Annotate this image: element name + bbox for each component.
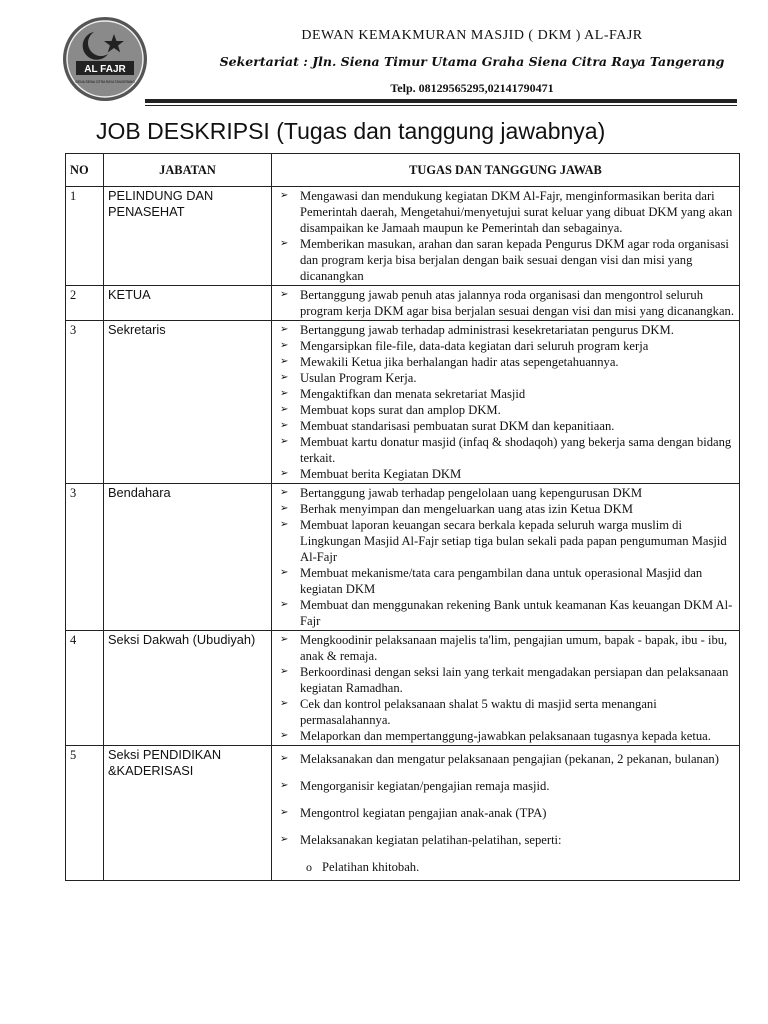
duty-item: ➢ Berkoordinasi dengan seksi lain yang terkait mengadakan persiapan dan pelaksanaan kegiatan Ramadhan. [280, 665, 729, 695]
circle-bullet-icon: o [306, 860, 312, 874]
duty-item: ➢ Membuat standarisasi pembuatan surat DKM dan kepanitiaan. [280, 419, 615, 433]
sub-duty-item: o Pelatihan khitobah. [276, 855, 735, 879]
duty-item: ➢ Mengarsipkan file-file, data-data kegiatan dari seluruh program kerja [280, 339, 649, 353]
position-name: PELINDUNG DAN PENASEHAT [104, 187, 272, 286]
arrow-bullet-icon: ➢ [280, 324, 289, 335]
duty-cell [272, 321, 740, 484]
row-number: 1 [66, 187, 104, 286]
position-name: Bendahara [104, 484, 272, 631]
row-number: 2 [66, 286, 104, 321]
arrow-bullet-icon: ➢ [280, 190, 289, 201]
phone-numbers: Telp. 08129565295,02141790471 [390, 81, 554, 95]
letterhead [62, 14, 740, 106]
duty-cell [272, 746, 740, 881]
duty-item: ➢ Mengawasi dan mendukung kegiatan DKM Al-Fajr, menginformasikan berita dari Pemerintah daerah, Mengetahui/menyetujui surat keluar yang dibuat DKM yang akan disampaikan ke Jamaah maupun ke Pemerintah dan sebagainya. [280, 189, 733, 235]
duty-item: ➢ Memberikan masukan, arahan dan saran kepada Pengurus DKM agar roda organisasi dan program kerja bisa berjalan dengan baik sesuai dengan visi dan misi yang dicanangkan [280, 237, 729, 283]
table-header-row [66, 154, 740, 187]
table-row [66, 631, 740, 746]
duty-item: ➢ Cek dan kontrol pelaksanaan shalat 5 waktu di masjid serta menangani permasalahannya. [280, 697, 657, 727]
arrow-bullet-icon: ➢ [280, 372, 289, 383]
duty-item: ➢ Melaporkan dan mempertanggung-jawabkan pelaksanaan tugasnya kepada ketua. [280, 729, 711, 743]
arrow-bullet-icon: ➢ [280, 356, 289, 367]
arrow-bullet-icon: ➢ [280, 468, 289, 479]
arrow-bullet-icon: ➢ [280, 388, 289, 399]
duty-item: ➢ Bertanggung jawab terhadap pengelolaan uang kepengurusan DKM [280, 486, 643, 500]
arrow-bullet-icon: ➢ [280, 834, 289, 845]
arrow-bullet-icon: ➢ [280, 730, 289, 741]
duty-item: ➢ Membuat kops surat dan amplop DKM. [280, 403, 501, 417]
row-number: 4 [66, 631, 104, 746]
duty-cell [272, 187, 740, 286]
duty-cell [272, 631, 740, 746]
arrow-bullet-icon: ➢ [280, 634, 289, 645]
table-row [66, 484, 740, 631]
document-title: JOB DESKRIPSI (Tugas dan tanggung jawabnya) [96, 118, 606, 144]
position-name: Seksi PENDIDIKAN &KADERISASI [104, 746, 272, 881]
arrow-bullet-icon: ➢ [280, 666, 289, 677]
arrow-bullet-icon: ➢ [280, 289, 289, 300]
duty-item: ➢ Membuat berita Kegiatan DKM [280, 467, 462, 481]
arrow-bullet-icon: ➢ [280, 567, 289, 578]
duty-item: ➢ Melaksanakan dan mengatur pelaksanaan pengajian (pekanan, 2 pekanan, bulanan) [276, 747, 735, 771]
row-number: 3 [66, 321, 104, 484]
duty-item: ➢ Mewakili Ketua jika berhalangan hadir atas sepengetahuannya. [280, 355, 619, 369]
header-tugas: TUGAS DAN TANGGUNG JAWAB [272, 154, 740, 187]
duty-item: ➢ Melaksanakan kegiatan pelatihan-pelatihan, seperti: [276, 828, 735, 852]
job-description-table [65, 153, 740, 881]
position-name: Sekretaris [104, 321, 272, 484]
header-no: NO [66, 154, 104, 187]
duty-item: ➢ Usulan Program Kerja. [280, 371, 417, 385]
arrow-bullet-icon: ➢ [280, 404, 289, 415]
duty-item: ➢ Membuat mekanisme/tata cara pengambilan dana untuk operasional Masjid dan kegiatan DKM [280, 566, 703, 596]
duty-item: ➢ Mengaktifkan dan menata sekretariat Masjid [280, 387, 526, 401]
table-row [66, 187, 740, 286]
row-number: 3 [66, 484, 104, 631]
arrow-bullet-icon: ➢ [280, 698, 289, 709]
duty-item: ➢ Bertanggung jawab terhadap administrasi kesekretariatan pengurus DKM. [280, 323, 674, 337]
duty-item: ➢ Mengorganisir kegiatan/pengajian remaja masjid. [276, 774, 735, 798]
arrow-bullet-icon: ➢ [280, 340, 289, 351]
table-row [66, 286, 740, 321]
arrow-bullet-icon: ➢ [280, 238, 289, 249]
table-row [66, 321, 740, 484]
table-row [66, 746, 740, 881]
organization-name: DEWAN KEMAKMURAN MASJID ( DKM ) AL-FAJR [301, 28, 643, 43]
position-name: Seksi Dakwah (Ubudiyah) [104, 631, 272, 746]
header-jabatan: JABATAN [104, 154, 272, 187]
arrow-bullet-icon: ➢ [280, 519, 289, 530]
position-name: KETUA [104, 286, 272, 321]
duty-item: ➢ Membuat laporan keuangan secara berkala kepada seluruh warga muslim di Lingkungan Masjid Al-Fajr setiap tiga bulan sekali pada papan pengumuman Masjid Al-Fajr [280, 518, 727, 564]
duty-cell [272, 286, 740, 321]
letterhead-thin-rule [145, 105, 737, 106]
row-number: 5 [66, 746, 104, 881]
duty-item: ➢ Berhak menyimpan dan mengeluarkan uang atas izin Ketua DKM [280, 502, 633, 516]
logo-caption-text: SIENA SIENA CITRA RAYA TANGERANG [75, 80, 135, 84]
secretariat-address: Sekertariat : Jln. Siena Timur Utama Graha Siena Citra Raya Tangerang [219, 54, 725, 69]
arrow-bullet-icon: ➢ [280, 503, 289, 514]
arrow-bullet-icon: ➢ [280, 753, 289, 764]
arrow-bullet-icon: ➢ [280, 807, 289, 818]
duty-item: ➢ Mengkoodinir pelaksanaan majelis ta'lim, pengajian umum, bapak - bapak, ibu - ibu, anak & remaja. [280, 633, 728, 663]
duty-item: ➢ Membuat kartu donatur masjid (infaq & shodaqoh) yang bekerja sama dengan bidang terkait. [280, 435, 732, 465]
duty-item: ➢ Bertanggung jawab penuh atas jalannya roda organisasi dan mengontrol seluruh program kerja DKM agar bisa berjalan sesuai dengan visi dan misi yang dicanangkan. [280, 288, 734, 318]
letterhead-thick-rule [145, 99, 737, 103]
arrow-bullet-icon: ➢ [280, 436, 289, 447]
arrow-bullet-icon: ➢ [280, 599, 289, 610]
dkm-logo [62, 16, 148, 102]
arrow-bullet-icon: ➢ [280, 780, 289, 791]
duty-item: ➢ Mengontrol kegiatan pengajian anak-anak (TPA) [276, 801, 735, 825]
arrow-bullet-icon: ➢ [280, 420, 289, 431]
logo-name-text: AL FAJR [84, 64, 126, 75]
arrow-bullet-icon: ➢ [280, 487, 289, 498]
duty-cell [272, 484, 740, 631]
duty-item: ➢ Membuat dan menggunakan rekening Bank untuk keamanan Kas keuangan DKM Al-Fajr [280, 598, 733, 628]
